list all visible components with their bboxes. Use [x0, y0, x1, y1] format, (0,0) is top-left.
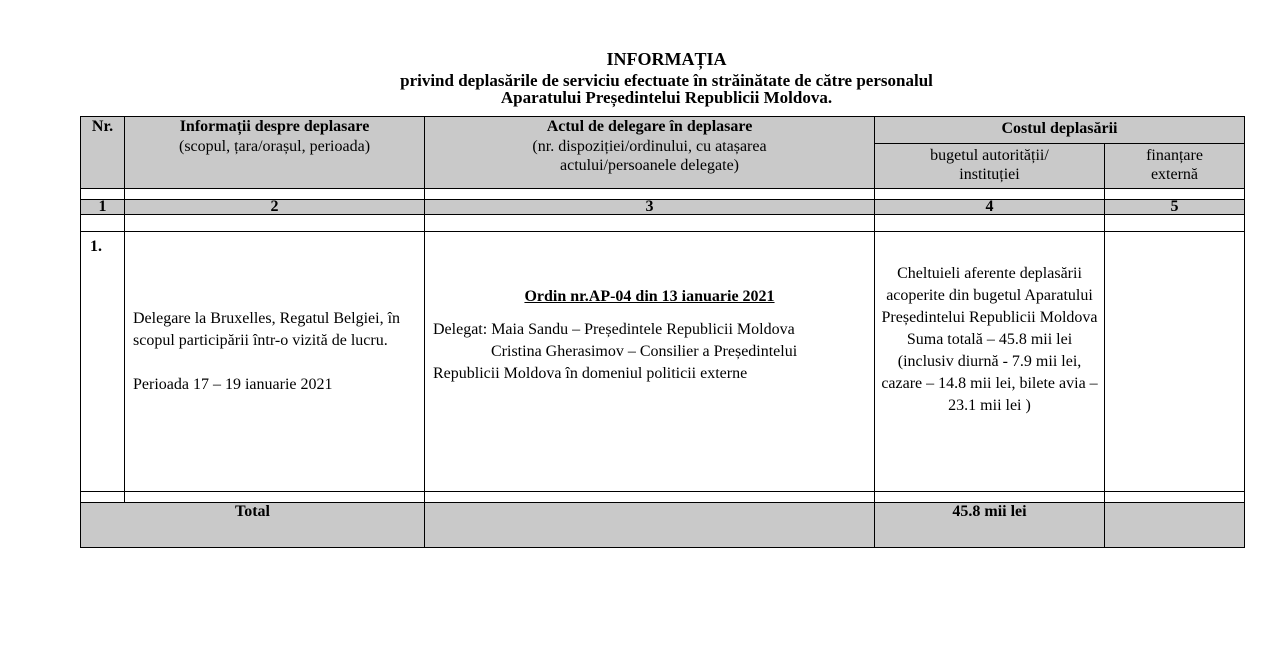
row-act-delegate-3: Republicii Moldova în domeniul politicii externe: [433, 365, 748, 382]
header-info-cell: [125, 117, 425, 189]
total-label-cell: [81, 503, 425, 548]
row-info-cell: [125, 232, 425, 492]
total-amount: 45.8 mii lei: [952, 503, 1027, 520]
table-row: [81, 232, 1245, 492]
header-external-cell: [1105, 144, 1245, 189]
total-row: [81, 503, 1245, 548]
row-act-cell: [425, 232, 875, 492]
document-title-block: [0, 48, 1280, 114]
column-number: 2: [125, 200, 425, 215]
total-label: Total: [235, 503, 270, 520]
row-act-delegate-2: Cristina Gherasimov – Consilier a Președintelui: [491, 343, 798, 360]
spacer-row: [81, 492, 1245, 503]
header-info-title: Informații despre deplasare: [179, 118, 370, 135]
header-cost-title: Costul deplasării: [1001, 120, 1118, 137]
header-nr-cell: [81, 117, 125, 189]
header-budget-cell: [875, 144, 1105, 189]
spacer-row: [81, 215, 1245, 232]
trips-table: [80, 116, 1245, 548]
row-external-cell: [1105, 232, 1245, 492]
row-cost-text: Cheltuieli aferente deplasării acoperite din bugetul Aparatului Președintelui Republicii Moldova: [881, 265, 1098, 326]
header-act-subtitle-2: actului/persoanele delegate): [559, 157, 739, 174]
header-info-subtitle: (scopul, țara/orașul, perioada): [178, 138, 371, 155]
row-act-order: Ordin nr.AP-04 din 13 ianuarie 2021: [524, 288, 775, 305]
total-amount-cell: [875, 503, 1105, 548]
header-act-subtitle-1: (nr. dispoziției/ordinului, cu atașarea: [532, 138, 767, 155]
spacer-row: [81, 189, 1245, 200]
header-cost-cell: [875, 117, 1245, 144]
row-cost-cell: [875, 232, 1105, 492]
header-act-title: Actul de delegare în deplasare: [546, 118, 753, 135]
header-row-1: [81, 117, 1245, 144]
total-act-cell: [425, 503, 875, 548]
column-number-row: [81, 200, 1245, 215]
document-subtitle-line1: privind deplasările de serviciu efectuate în străinătate de către personalul: [400, 71, 933, 90]
document-subtitle-line2: Aparatului Președintelui Republicii Moldova.: [500, 88, 833, 107]
total-external-cell: [1105, 503, 1245, 548]
header-act-cell: [425, 117, 875, 189]
row-info-purpose: Delegare la Bruxelles, Regatul Belgiei, în scopul participării într-o vizită de lucru.: [133, 310, 401, 349]
header-external-2: externă: [1150, 166, 1199, 183]
header-nr: Nr.: [91, 118, 114, 135]
row-info-period: Perioada 17 – 19 ianuarie 2021: [133, 376, 333, 393]
document-title: INFORMAȚIA: [606, 49, 727, 69]
row-cost-breakdown: (inclusiv diurnă - 7.9 mii lei, cazare – 14.8 mii lei, bilete avia – 23.1 mii lei ): [881, 353, 1098, 414]
header-budget-2: instituției: [959, 166, 1020, 183]
header-external-1: finanțare: [1146, 147, 1203, 164]
column-number: 1: [81, 200, 125, 215]
column-number: 3: [425, 200, 875, 215]
row-nr: 1.: [81, 232, 125, 492]
column-number: 4: [875, 200, 1105, 215]
header-budget-1: bugetul autorității/: [930, 147, 1049, 164]
column-number: 5: [1105, 200, 1245, 215]
row-act-delegate-1: Delegat: Maia Sandu – Președintele Republicii Moldova: [433, 321, 795, 338]
row-cost-total: Suma totală – 45.8 mii lei: [906, 331, 1073, 348]
